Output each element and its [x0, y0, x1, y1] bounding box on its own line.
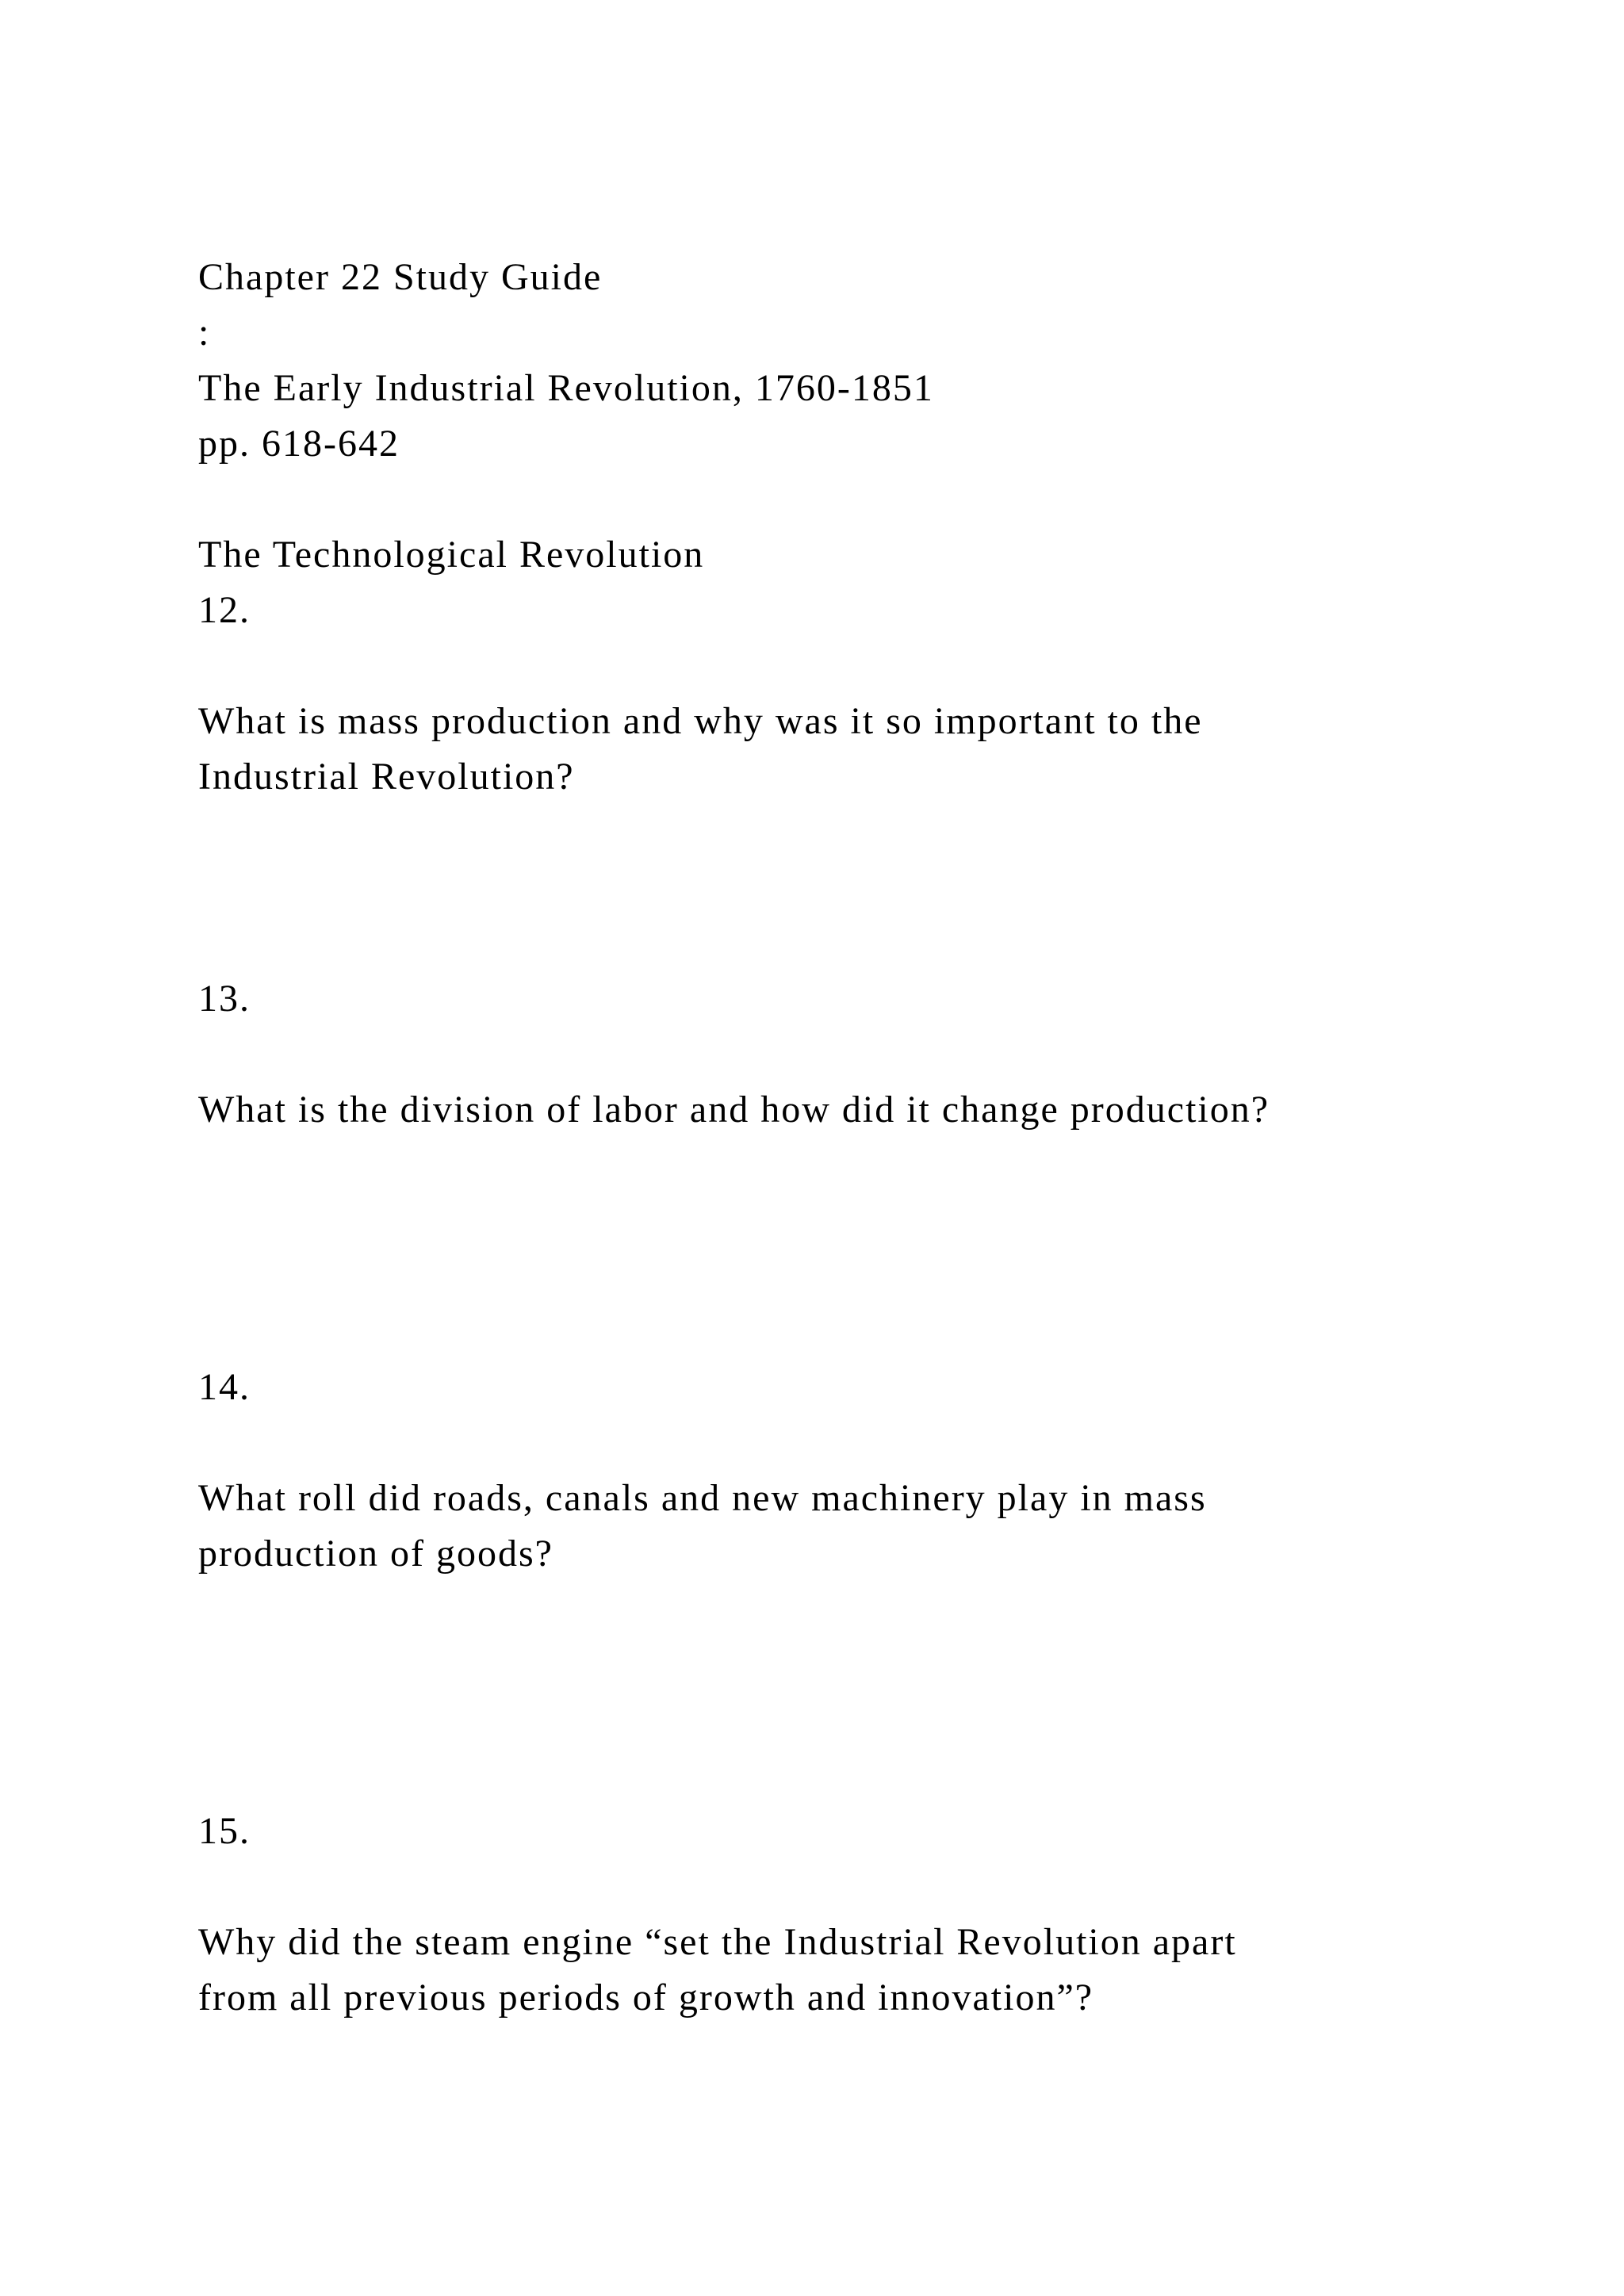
blank-line [198, 1582, 1499, 1637]
line-question-12-text-2: Industrial Revolution? [198, 756, 575, 798]
line-question-12-number: 12. [198, 589, 251, 631]
line-question-13-number: 13. [198, 978, 251, 1020]
line-question-13-text: What is the division of labor and how did it change production? [198, 1089, 1270, 1131]
line-question-15-text-2: from all previous periods of growth and innovation”? [198, 1976, 1094, 2019]
line-question-14-text-1: What roll did roads, canals and new machinery play in mass [198, 1477, 1207, 1519]
line-question-14-text-2: production of goods? [198, 1533, 553, 1575]
blank-line [198, 1693, 1499, 1748]
line-question-12-text-1: What is mass production and why was it so important to the [198, 700, 1203, 742]
document-text [198, 250, 1499, 2026]
blank-line [198, 1637, 1499, 1693]
blank-line [198, 1748, 1499, 1804]
blank-line [198, 1415, 1499, 1471]
line-colon: : [198, 312, 211, 354]
blank-line [198, 1193, 1499, 1249]
blank-line [198, 1027, 1499, 1082]
blank-line [198, 805, 1499, 860]
blank-line [198, 472, 1499, 527]
blank-line [198, 916, 1499, 971]
blank-line [198, 860, 1499, 916]
line-pages: pp. 618-642 [198, 423, 400, 465]
line-subtitle: The Early Industrial Revolution, 1760-1851 [198, 367, 934, 409]
blank-line [198, 1304, 1499, 1360]
blank-line [198, 1249, 1499, 1304]
blank-line [198, 1859, 1499, 1915]
blank-line [198, 638, 1499, 694]
line-section-heading: The Technological Revolution [198, 534, 705, 576]
line-question-15-number: 15. [198, 1810, 251, 1852]
line-question-14-number: 14. [198, 1366, 251, 1408]
line-question-15-text-1: Why did the steam engine “set the Industrial Revolution apart [198, 1921, 1237, 1963]
line-chapter-title: Chapter 22 Study Guide [198, 256, 603, 298]
blank-line [198, 1138, 1499, 1193]
